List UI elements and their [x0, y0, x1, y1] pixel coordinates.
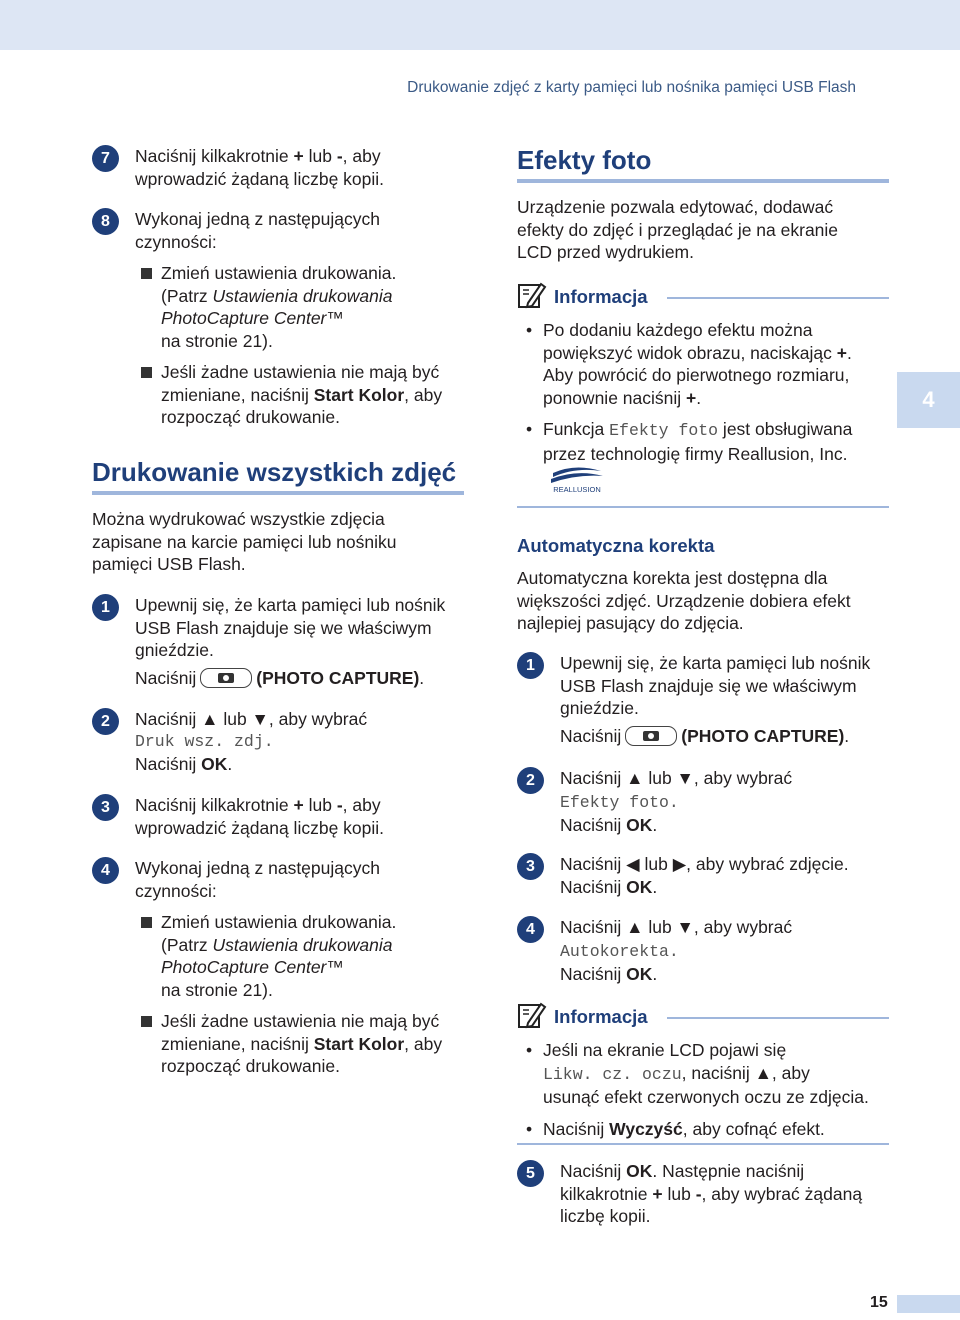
step-2: 2 Naciśnij ▲ lub ▼, aby wybrać Efekty foto. Naciśnij OK. — [517, 767, 897, 837]
note-rule — [667, 1017, 889, 1019]
note-item: • Po dodaniu każdego efektu można powiększyć widok obrazu, naciskając +. Aby powrócić do pierwotnego rozmiaru, ponownie naciśnij +. — [526, 320, 852, 408]
note-title: Informacja — [554, 1006, 648, 1027]
option-change-settings: Zmień ustawienia drukowania. (Patrz Ustawienia drukowania PhotoCapture Center™ na stronie 21). — [161, 911, 472, 1001]
section-rule — [92, 491, 464, 495]
step-7: 7 Naciśnij kilkakrotnie + lub -, aby wprowadzić żądaną liczbę kopii. — [92, 145, 472, 190]
option-start-print: Jeśli żadne ustawienia nie mają być zmieniane, naciśnij Start Kolor, aby rozpocząć drukowanie. — [161, 1010, 472, 1078]
step-8: 8 Wykonaj jedną z następujących czynności: Zmień ustawienia drukowania. (Patrz Ustawienia drukowania PhotoCapture Center™ na stronie 21). Jeśli żadne ustawienia nie mają być zmieniane, naciśnij Start Kolor, aby rozpocząć drukowanie. — [92, 208, 472, 429]
step-number: 1 — [92, 594, 119, 621]
note-pencil-icon — [517, 281, 547, 309]
step-3: 3 Naciśnij kilkakrotnie + lub -, aby wprowadzić żądaną liczbę kopii. — [92, 794, 472, 839]
note-bottom-rule — [517, 1143, 889, 1145]
chapter-tab: 4 — [897, 372, 960, 428]
photo-capture-button — [625, 726, 677, 746]
note-title: Informacja — [554, 286, 648, 307]
step-number: 7 — [92, 145, 119, 172]
reallusion-logo — [545, 465, 609, 495]
step-3: 3 Naciśnij ◀ lub ▶, aby wybrać zdjęcie. Naciśnij OK. — [517, 853, 897, 898]
logo-text: REALLUSION — [553, 485, 601, 494]
subsection-title: Automatyczna korekta — [517, 535, 715, 556]
note-bottom-rule — [517, 506, 889, 508]
page-number: 15 — [870, 1294, 888, 1311]
note-item: • Naciśnij Wyczyść, aby cofnąć efekt. — [526, 1118, 825, 1139]
right-arrow-icon: ▶ — [672, 854, 687, 874]
step-number: 5 — [517, 1160, 544, 1187]
bullet: • — [526, 419, 533, 439]
down-arrow-icon: ▼ — [251, 709, 269, 729]
bullet: • — [526, 1040, 533, 1060]
step-4: 4 Naciśnij ▲ lub ▼, aby wybrać Autokorekta. Naciśnij OK. — [517, 916, 897, 986]
step-number: 3 — [92, 794, 119, 821]
step-number: 4 — [517, 916, 544, 943]
up-arrow-icon: ▲ — [201, 709, 219, 729]
note-box-2 — [517, 1001, 889, 1140]
section-rule — [517, 179, 889, 183]
up-arrow-icon: ▲ — [626, 917, 644, 937]
section-intro: Urządzenie pozwala edytować, dodawać efekty do zdjęć i przeglądać je na ekranie LCD przed wydrukiem. — [517, 197, 839, 262]
section-title-efekty: Efekty foto — [517, 145, 652, 175]
step-number: 4 — [92, 857, 119, 884]
up-arrow-icon: ▲ — [754, 1062, 772, 1083]
photo-capture-button — [200, 668, 252, 688]
step-5: 5 Naciśnij OK. Następnie naciśnij kilkakrotnie + lub -, aby wybrać żądaną liczbę kopii. — [517, 1160, 897, 1228]
square-bullet-icon — [141, 1016, 152, 1027]
note-pencil-icon — [517, 1001, 547, 1029]
down-arrow-icon: ▼ — [676, 917, 694, 937]
camera-icon — [218, 673, 234, 683]
camera-icon — [643, 731, 659, 741]
note-rule — [667, 297, 889, 299]
up-arrow-icon: ▲ — [626, 768, 644, 788]
step-1: 1 Upewnij się, że karta pamięci lub nośnik USB Flash znajduje się we właściwym gnieździe. Naciśnij (PHOTO CAPTURE). — [92, 594, 472, 689]
step-2: 2 Naciśnij ▲ lub ▼, aby wybrać Druk wsz. zdj. Naciśnij OK. — [92, 708, 472, 776]
square-bullet-icon — [141, 367, 152, 378]
top-band — [0, 0, 960, 50]
note-item: • Funkcja Efekty foto jest obsługiwana przez technologię firmy Reallusion, Inc. — [526, 419, 853, 464]
option-change-settings: Zmień ustawienia drukowania. (Patrz Ustawienia drukowania PhotoCapture Center™ na stronie 21). — [161, 262, 472, 352]
step-number: 1 — [517, 652, 544, 679]
step-1: 1 Upewnij się, że karta pamięci lub nośnik USB Flash znajduje się we właściwym gnieździe. Naciśnij (PHOTO CAPTURE). — [517, 652, 897, 747]
step-number: 2 — [92, 708, 119, 735]
step-number: 3 — [517, 853, 544, 880]
bullet: • — [526, 1118, 533, 1139]
bullet: • — [526, 320, 533, 340]
running-header: Drukowanie zdjęć z karty pamięci lub nośnika pamięci USB Flash — [407, 79, 856, 96]
down-arrow-icon: ▼ — [676, 768, 694, 788]
subsection-intro: Automatyczna korekta jest dostępna dla większości zdjęć. Urządzenie dobiera efekt najlepiej pasujący do zdjęcia. — [517, 568, 851, 633]
note-box-1 — [517, 281, 889, 465]
option-start-print: Jeśli żadne ustawienia nie mają być zmieniane, naciśnij Start Kolor, aby rozpocząć drukowanie. — [161, 361, 472, 429]
section-title: Drukowanie wszystkich zdjęć — [92, 457, 457, 487]
section-intro: Można wydrukować wszystkie zdjęcia zapisane na karcie pamięci lub nośniku pamięci USB Flash. — [92, 509, 397, 574]
step-number: 2 — [517, 767, 544, 794]
square-bullet-icon — [141, 917, 152, 928]
left-arrow-icon: ◀ — [626, 854, 640, 874]
step-number: 8 — [92, 208, 119, 235]
note-item: • Jeśli na ekranie LCD pojawi się Likw. cz. oczu, naciśnij ▲, aby usunąć efekt czerwonych oczu ze zdjęcia. — [526, 1040, 869, 1107]
step-4: 4 Wykonaj jedną z następujących czynności: Zmień ustawienia drukowania. (Patrz Ustawienia drukowania PhotoCapture Center™ na stronie 21). Jeśli żadne ustawienia nie mają być zmieniane, naciśnij Start Kolor, aby rozpocząć drukowanie. — [92, 857, 472, 1078]
page-band — [897, 1295, 960, 1313]
square-bullet-icon — [141, 268, 152, 279]
